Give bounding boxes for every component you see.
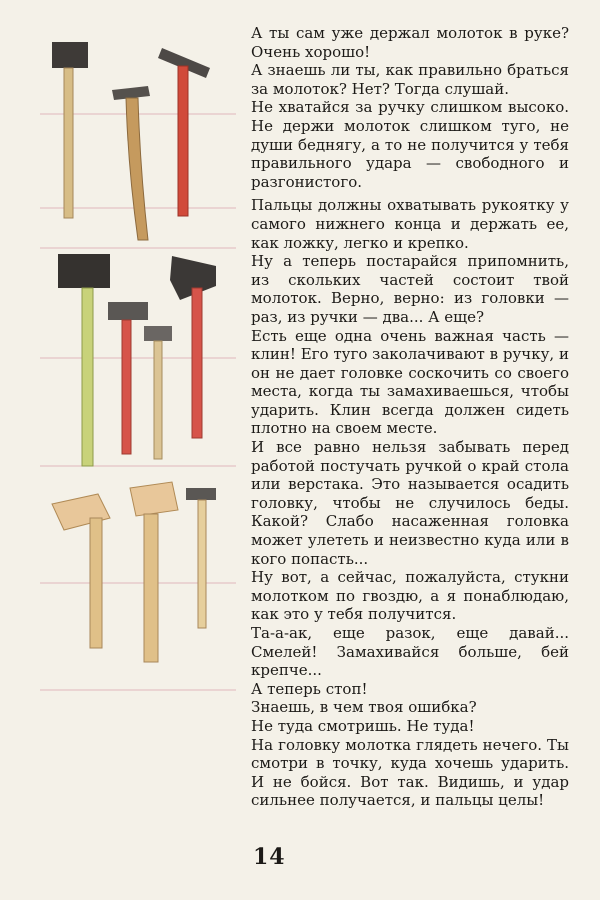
hammer-group-2	[58, 254, 216, 466]
paragraph: На головку молотка глядеть нечего. Ты смотри в точку, куда хочешь ударить. И не бойся. Вот так. Видишь, и удар сильнее получается, и пальцы целы!	[251, 735, 569, 810]
paragraph: Не хватайся за ручку слишком высоко. Не держи молоток слишком туго, не души беднягу, а то не получится у тебя правильного удара — свободного и разгонистого.	[251, 98, 569, 191]
page-number: 14	[253, 844, 286, 870]
paragraph: А знаешь ли ты, как правильно браться за молоток? Нет? Тогда слушай.	[251, 61, 569, 98]
paragraph: Пальцы должны охватывать рукоятку у самого нижнего конца и держать ее, как ложку, легко и крепко.	[251, 196, 569, 252]
article-text	[251, 24, 569, 810]
paragraph: Знаешь, в чем твоя ошибка?	[251, 698, 477, 717]
paragraph: И все равно нельзя забывать перед работой постучать ручкой о край стола или верстака. Это называется осадить головку, чтобы не случилось беды. Какой? Слабо насаженная головка может улететь и неизвестно куда или в кого попасть...	[251, 438, 569, 568]
paragraph: А ты сам уже держал молоток в руке? Очень хорошо!	[251, 24, 569, 61]
paragraph: А теперь стоп!	[251, 679, 368, 698]
paragraph: Та-а-ак, еще разок, еще давай... Смелей! Замахивайся больше, бей крепче...	[251, 624, 569, 680]
paragraph: Не туда смотришь. Не туда!	[251, 716, 475, 735]
hammer-illustrations	[40, 18, 236, 808]
paragraph: Ну вот, а сейчас, пожалуйста, стукни молотком по гвоздю, а я понаблюдаю, как это у тебя получится.	[251, 568, 569, 624]
paragraph: Есть еще одна очень важная часть — клин! Его туго заколачивают в ручку, и он не дает головке соскочить со своего места, когда ты замахиваешься, чтобы ударить. Клин всегда должен сидеть плотно на своем месте.	[251, 326, 569, 438]
paragraph: Ну а теперь постарайся припомнить, из скольких частей состоит твой молоток. Верно, верно: из головки — раз, из ручки — два... А еще?	[251, 252, 569, 326]
hammer-group-1	[52, 42, 210, 240]
hammer-drawings	[40, 18, 236, 808]
hammer-group-3	[52, 482, 216, 662]
